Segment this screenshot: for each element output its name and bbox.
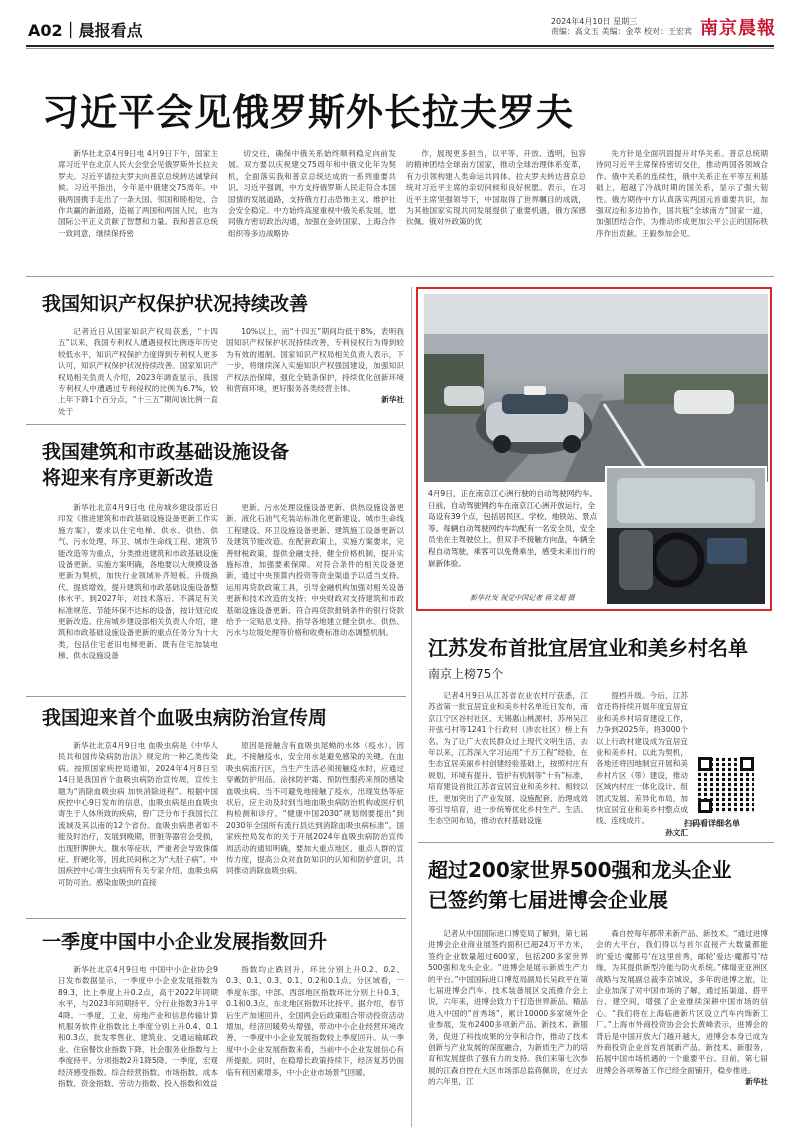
lead-column-1: 新华社北京4月9日电 4月9日下午，国家主席习近平在北京人民大会堂会见俄罗斯外长拉夫罗夫。习近平请拉夫罗夫向普京总统转达诚挚问候。习近平指出，今年是中俄建交75周年。中俄两国携手走出了一条大国、邻国和睦相处、合作共赢的新道路，造福了两国和两国人民，也为国际公平正义贡献了智慧和力量。我和普京总统一致同意，继续保持密	[58, 149, 218, 238]
expo-title-line1: 超过200家世界500强和龙头企业	[428, 858, 732, 882]
expo-column-1: 记者从中国国际进口博览局了解到，第七届进博会企业商业展签约面积已超24万平方米，签约企业数量超过600家，包括200多家世界500强和龙头企业。“进博会是展示新质生产力的平台。”中国国际进口博览局副局长吴政平在第七届进博会汽车、技术装备展区交流推介会上说，六年来，进博会致力于打造世界新品、精品进入中国的“首秀场”，累计10000多家境外企业参展，发布2400多项新产品、新技术、新服务，促进了科技成果的分享和合作，推动了技术创新与产业发展的深度融合，为新质生产力的培育和发展提供了强有力的支持。我们来第七次参展的江森自控在大区市场部总监蒋佩说，在过去的六年里，江	[428, 929, 588, 1087]
infra-title-line1: 我国建筑和市政基础设施设备	[42, 441, 290, 463]
lead-column-4: 先方针是全面巩固提升对华关系。普京总统期待同习近平主席保持密切交往，推动两国各领域合作。俄中关系的连续性，俄中关系正在平等互利基础上，超越了冷战时期的国关系，显示了强大韧性。俄方期待中方认真落实两国元首重要共识，加强双边和多边协作，国共瓶“全球南方”国家一道，加强团结合作，为推动形成更加公平公正的国际秩序作出贡献。王毅参加会见。	[596, 149, 768, 238]
villages-column-1: 记者4月9日从江苏省农业农村厅获悉，江苏省第一批宜居宜业和美乡村名单近日发布，南京江宁区谷村社区、无锡惠山桃源村、苏州吴江开弦弓村等1241个行政村（涉农社区）榜上有名。为了让广大农民群众过上现代文明生活，去年以来，江苏深入学习运用“千万工程”经验，在生态宜居美丽乡村创建经验基础上，按照村庄有规划、环境有提升、管护有机制等“十有”标准，培育建设首批江苏省宜居宜业和美乡村。相较以往，更加突出了产业发展、设施配套、治理成效等引导培育，进一步统筹优化乡村生产、生活、生态空间布局，推动农村基础设施	[428, 691, 588, 826]
date-block	[551, 17, 692, 37]
newspaper-masthead: 南京晨報	[700, 18, 776, 39]
header-meta	[551, 14, 776, 40]
qr-finder	[740, 757, 754, 771]
qr-label: 扫码看详细名单	[684, 819, 740, 828]
editor-credits: 责编：高文玉 美编：金萃 校对：王宏宾	[550, 27, 692, 36]
villages-title: 江苏发布首批宜居宜业和美乡村名单	[428, 636, 748, 660]
autonomous-car-photo	[424, 294, 768, 482]
ipr-column-1: 记者近日从国家知识产权局获悉，“十四五”以来，我国专利权人遭遇侵权比例逐年历史较低水平，知识产权保护力度得到专利权人更多认可，知识产权保护状况持续改善。国家知识产权局相关负责人介绍，2023年调查显示，我国专利权人中遭遇过专利侵权的比例为6.7%，较上年下降1个百分点，“十三五”期间该比例一直处于	[58, 327, 218, 416]
villages-subtitle: 南京上榜75个	[428, 667, 504, 681]
expo-column-2: 森自控每年都带来新产品、新技术。“通过进博会的大平台，我们得以与首尔直接产大数量都能的‘爱达·魔都号’在这里首秀，邮轮‘爱达·魔都号’结缘，为其提供新型冷能与防火系统。”佛瑞亚亚洲区战略与发展副总裁李京城说，多年的进博之旅，让企业加深了对中国市场的了解，通过拓渠道、搭平台、建空间，增强了企业继续深耕中国市场的信心。“我们将在上海临港新片区设立汽车内饰新工厂。”上海市外商投资协会会长黄峰表示，进博会的背后是中国开放大门越开越大，进博会本身已成为外商投资企业首发首展新产品、新技术、新服务，拓展中国市场机遇的一个重要平台。目前，第七届进博会各项筹备工作已经全面铺开，稳步推进。 新华社	[596, 929, 768, 1087]
ipr-title: 我国知识产权保护状况持续改善	[42, 293, 309, 315]
infra-column-2: 更新、污水处理设施设备更新、供热设施设备更新、液化石油气充装站标准化更新建设、城市生命线工程建设、环卫设施设备更新、建筑施工设备更新以及建筑节能改造。在配套政策上，实施方案要求，完善财税政策，提供金融支持，健全价格机制，提升实施标准，加强要素保障。对符合条件的相关设备更新，通过中央预算内投资等资金渠道予以适当支持。运用再贷款政策工具，引导金融机构加强对相关设备更新和技术改造的支持；中央财政对支持建筑和市政基础设施设备更新、符合再贷款报销条件的银行贷款给予一定贴息支持。指导各地建立健全供水、供热、污水与垃圾处理等价格和收费标准动态调整机制。	[226, 503, 404, 638]
expo-title-line2: 已签约第七届进博会企业展	[428, 888, 668, 912]
issue-date: 2024年4月10日 星期三	[550, 17, 638, 26]
column-rule	[411, 287, 412, 1127]
sme-column-2: 指数均止跌回升，环比分别上升0.2、0.2、0.3、0.1、0.3、0.1、0.2和0.1点。分区域看，一季度东部、中部、西部地区指数环比分别上升0.3、0.1和0.3点，东北地区指数环比持平。据介绍，春节后生产加速回升，全国两会后政策组合带动投资活动增加，经济回暖势头增强，带动中小企业经营环境改善，一季度中小企业发展指数较上季度回升。从一季度中小企业发展指数来看，当前中小企业发展信心有所提振。同时，在稳增长政策持续下，经济复苏仍面临有利因素增多，中小企业市场景气回暖。	[226, 965, 404, 1077]
villages-column-2: 提档升级。今后，江苏省还将持续开展年度宜居宜业和美乡村培育建设工作，力争到2025年，将3000个以上行政村建设成为宜居宜业和美乡村。以此为契机，各地还将因地制宜开展和美乡村片区（带）建设，推动区域内村庄一体化设计、组团式发展、差异化布局，加快宜居宜业和美乡村整点成线、连线成片。 孙文汇	[596, 691, 688, 837]
photo-caption: 4月9日，正在南京江心洲行驶的自动驾驶网约车。日前，自动驾驶网约车在南京江心洲开放运行，全岛设有39个点，包括居民区、学校、地铁站、景点等。每辆自动驾驶网约车均配有一名安全员，安全员坐在主驾驶位上，但双手不接触方向盘，车辆全程自动驾驶，乘客可以免费乘坐，感受未来出行的崭新体验。	[428, 489, 598, 568]
photo-credit: 新华社发 视觉中国记者 蒋文超 摄	[470, 594, 575, 602]
infra-title-line2: 将迎来有序更新改造	[42, 467, 214, 489]
ipr-signature: 新华社	[381, 395, 404, 405]
infra-column-1: 新华社北京4月9日电 住房城乡建设部近日印发《推进建筑和市政基础设施设备更新工作实施方案》，要求以住宅电梯、供水、供热、供气、污水处理、环卫、城市生命线工程、建筑节能改造等为重点，分类推进建筑和市政基础设施设备更新。实施方案明确，各地要以大规模设备更新为契机，加快行业领域补齐短板、升级换代、提质增效，提升建筑和市政基础设施设备整体水平。到2027年，对技术落后、不满足有关标准规范、节能环保不达标的设备，按计划完成更新改造。住房城乡建设部相关负责人介绍，建筑和市政基础设施设备更新的重点任务分为十大类，包括住宅老旧电梯更新、既有住宅加装电梯、供水设施设备	[58, 503, 218, 661]
qr-code[interactable]	[698, 757, 754, 813]
lead-headline: 习近平会见俄罗斯外长拉夫罗夫	[42, 91, 574, 134]
schisto-column-1: 新华社北京4月9日电 血吸虫病是《中华人民共和国传染病防治法》规定的一种乙类传染病。按照国家疾控局通知，2024年4月8日至14日是我国首个血吸虫病防治宣传周，宣传主题为“消除血吸虫病 加快消除进程”。根据中国疾控中心9日发布的信息，血吸虫病是由血吸虫寄生于人体所致的疾病，曾广泛分布于我国长江流域及其以南的12个省份。血吸虫病患者如不能及时治疗，发展到晚期，肝脏等器官会受损，出现肝脾肿大、腹水等症状，严重者会导致侏儒症、肝硬化等，因此民间称之为“大肚子病”。中国疾控中心寄生虫病所有关专家介绍，血吸虫病可防可治。感染血吸虫的直接	[58, 741, 218, 887]
section-divider	[418, 842, 774, 843]
sme-title: 一季度中国中小企业发展指数回升	[42, 931, 328, 953]
section-divider	[26, 424, 406, 425]
expo-signature: 新华社	[745, 1077, 768, 1087]
qr-finder	[698, 799, 712, 813]
header-rule-thin	[26, 48, 774, 49]
page-section-label: A02｜晨报看点	[28, 21, 143, 40]
header-rule	[26, 45, 774, 47]
lead-column-2: 切交往，确保中俄关系始终顺利稳定向前发展。双方要以庆祝建交75周年和中俄文化年为契机，全面落实我和普京总统达成的一系列重要共识。习近平强调，中方支持俄罗斯人民走符合本国国情的发展道路，支持俄方打击恐怖主义、维护社会安全稳定。中方始终高度重视中俄关系发展，愿同俄方密切政治沟通，加强在金砖国家、上海合作组织等多边战略协	[228, 149, 396, 238]
schisto-column-2: 原因是接触含有血吸虫尾蚴的水体（疫水）。因此，不接触疫水，安全用水是避免感染的关键。在血吸虫病流行区，当生产生活必须接触疫水时，应通过穿戴防护用品、涂抹防护霜、预防性服药来预防感染血吸虫病。当不可避免地接触了疫水，出现发热等症状后，应主动及时到当地血吸虫病防治机构或医疗机构检测和诊疗。“健康中国2030”规划纲要提出“到2030年全国所有流行县达到消除血吸虫病标准”。国家疾控局发布的关于开展2024年血吸虫病防治宣传周活动的通知明确，要加大重点地区、重点人群的宣传力度，提高公众对血防知识的认知和防护意识，共同推动消除血吸虫病。	[226, 741, 404, 876]
car-interior-photo	[605, 466, 767, 606]
ipr-column-2: 10%以上，而“十四五”期间均低于8%，表明我国知识产权保护状况持续改善，专利侵权行为得到较为有效的遏制。国家知识产权局相关负责人表示，下一步，将继续深入实施知识产权强国建设，加强知识产权法治保障，强化全链条保护，持续优化创新环境和营商环境，更好服务各类经营主体。 新华社	[226, 327, 404, 405]
section-divider	[26, 918, 406, 919]
interior-scene-illustration	[607, 468, 765, 604]
villages-signature: 孙文汇	[665, 827, 688, 837]
section-divider	[26, 696, 406, 697]
street-scene-illustration	[424, 294, 768, 482]
sme-column-1: 新华社北京4月9日电 中国中小企业协会9日发布数据显示，一季度中小企业发展指数为89.3，比上季度上升0.2点，高于2022年同期水平，与2023年同期持平。分行业指数3升1平4降。一季度，工业、房地产业和信息传输计算机服务软件业指数比上季度分别上升0.4、0.1和0.3点，批发零售业、建筑业、交通运输邮政业、住宿餐饮业指数下降，社会服务业指数与上季度持平。分项指数2升1降5降。一季度，宏观经济感受指数、综合经营指数、市场指数、成本指数、资金指数、劳动力指数、投入指数和效益	[58, 965, 218, 1089]
qr-finder	[698, 757, 712, 771]
section-divider	[26, 276, 774, 277]
lead-column-3: 作，展现更多担当，以平等、开放、透明，包容的精神团结全球南方国家，推动全球治理体系变革，有力引领构建人类命运共同体。拉夫罗夫转达普京总统对习近平主席的亲切问候和良好祝愿。表示，在习近平主席坚强领导下，中国取得了世界瞩目的成就，为其他国家实现共同发展提供了重要机遇，俄方深感钦佩。俄对外政策的优	[406, 149, 586, 227]
schisto-title: 我国迎来首个血吸虫病防治宣传周	[42, 707, 328, 729]
